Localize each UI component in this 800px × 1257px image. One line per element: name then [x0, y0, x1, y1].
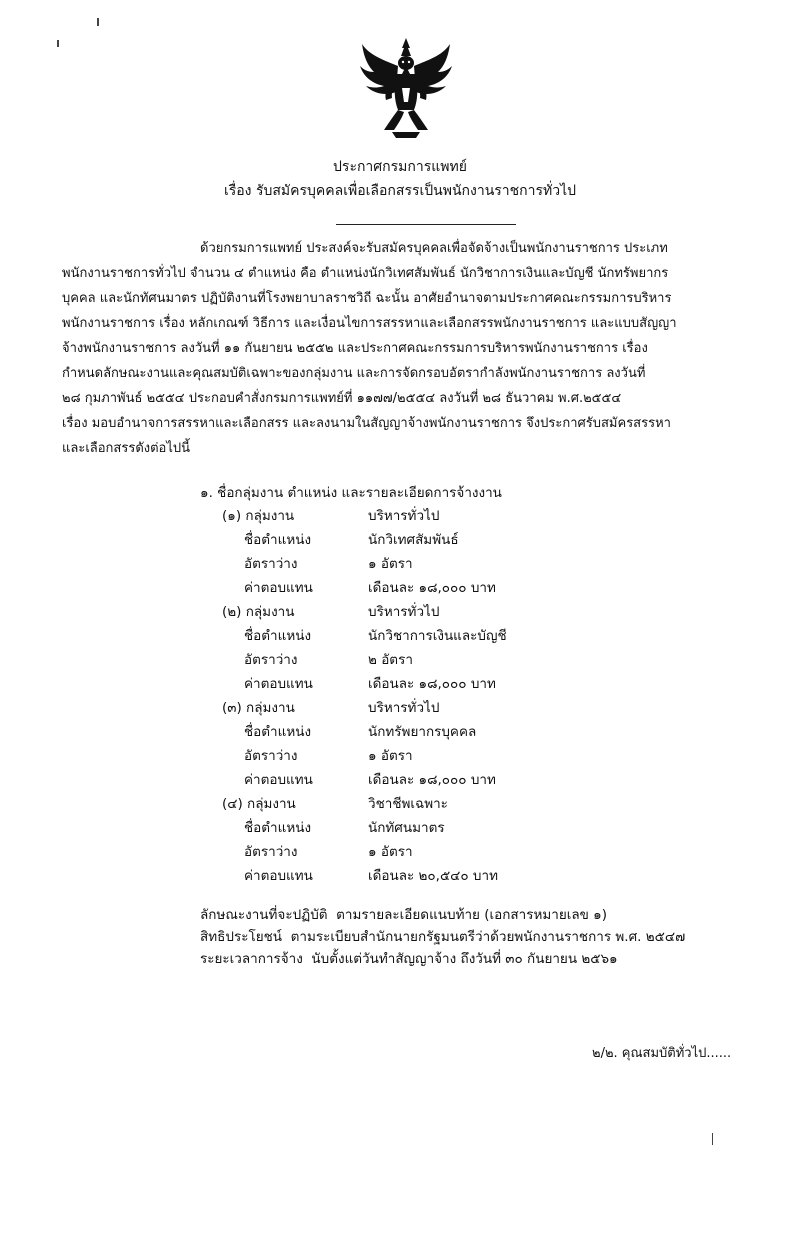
vacancy-label: อัตราว่าง	[244, 748, 298, 764]
pay-row	[222, 576, 642, 600]
vacancy-value: ๑ อัตรา	[368, 556, 413, 572]
work-nature-value: ตามรายละเอียดแนบท้าย (เอกสารหมายเลข ๑)	[336, 907, 608, 923]
position-row	[222, 816, 642, 840]
group-row	[222, 792, 642, 816]
pay-value: เดือนละ ๑๘,๐๐๐ บาท	[368, 580, 496, 596]
vacancy-value: ๑ อัตรา	[368, 748, 413, 764]
intro-paragraph	[62, 236, 720, 461]
intro-line: กำหนดลักษณะงานและคุณสมบัติเฉพาะของกลุ่มงาน และการจัดกรอบอัตรากำลังพนักงานราชการ ลงวันที่	[62, 366, 646, 381]
scan-mark	[57, 40, 59, 47]
benefits-value: ตามระเบียบสำนักนายกรัฐมนตรีว่าด้วยพนักงานราชการ พ.ศ. ๒๕๔๗	[290, 929, 686, 945]
intro-line: พนักงานราชการ เรื่อง หลักเกณฑ์ วิธีการ และเงื่อนไขการสรรหาและเลือกสรรพนักงานราชการ และแบบสัญญา	[62, 316, 677, 331]
vacancy-label: อัตราว่าง	[244, 652, 298, 668]
vacancy-row	[222, 648, 642, 672]
period-value: นับตั้งแต่วันทำสัญญาจ้าง ถึงวันที่ ๓๐ กันยายน ๒๕๖๑	[311, 951, 618, 967]
vacancy-row	[222, 744, 642, 768]
employment-period-line	[200, 948, 618, 970]
position-value: นักทรัพยากรบุคคล	[368, 724, 477, 740]
vacancy-row	[222, 840, 642, 864]
pay-value: เดือนละ ๑๘,๐๐๐ บาท	[368, 676, 496, 692]
intro-line: บุคคล และนักทัศนมาตร ปฏิบัติงานที่โรงพยาบาลราชวิถี ฉะนั้น อาศัยอำนาจตามประกาศคณะกรรมการบริหาร	[62, 291, 672, 306]
intro-line: จ้างพนักงานราชการ ลงวันที่ ๑๑ กันยายน ๒๕๕๒ และประกาศคณะกรรมการบริหารพนักงานราชการ เรื่อง	[62, 341, 648, 356]
vacancy-label: อัตราว่าง	[244, 844, 298, 860]
announcement-subject: เรื่อง รับสมัครบุคคลเพื่อเลือกสรรเป็นพนักงานราชการทั่วไป	[223, 183, 577, 199]
period-label: ระยะเวลาการจ้าง	[200, 951, 303, 967]
vacancy-row	[222, 552, 642, 576]
pay-label: ค่าตอบแทน	[244, 868, 313, 884]
job-group-3	[222, 696, 642, 792]
position-value: นักวิชาการเงินและบัญชี	[368, 628, 507, 644]
group-row	[222, 696, 642, 720]
pay-value: เดือนละ ๒๐,๕๔๐ บาท	[368, 868, 498, 884]
continuation-note: ๒/๒. คุณสมบัติทั่วไป......	[592, 1046, 732, 1061]
benefits-line	[200, 926, 685, 948]
job-group-2	[222, 600, 642, 696]
position-row	[222, 624, 642, 648]
work-nature-line	[200, 904, 607, 926]
intro-line: และเลือกสรรดังต่อไปนี้	[62, 441, 191, 456]
job-group-4	[222, 792, 642, 888]
group-label: (๔) กลุ่มงาน	[222, 796, 296, 812]
group-row	[222, 504, 642, 528]
position-row	[222, 528, 642, 552]
pay-label: ค่าตอบแทน	[244, 772, 313, 788]
section-1-title: ๑. ชื่อกลุ่มงาน ตำแหน่ง และรายละเอียดการจ้างงาน	[200, 485, 502, 501]
vacancy-value: ๑ อัตรา	[368, 844, 413, 860]
group-value: บริหารทั่วไป	[368, 700, 440, 716]
position-label: ชื่อตำแหน่ง	[244, 532, 312, 548]
group-label: (๒) กลุ่มงาน	[222, 604, 295, 620]
announcement-title: ประกาศกรมการแพทย์	[333, 159, 467, 175]
pay-row	[222, 672, 642, 696]
position-label: ชื่อตำแหน่ง	[244, 628, 312, 644]
position-label: ชื่อตำแหน่ง	[244, 820, 312, 836]
vacancy-value: ๒ อัตรา	[368, 652, 413, 668]
position-row	[222, 720, 642, 744]
vacancy-label: อัตราว่าง	[244, 556, 298, 572]
group-label: (๑) กลุ่มงาน	[222, 508, 295, 524]
garuda-emblem-icon	[358, 36, 454, 140]
group-value: บริหารทั่วไป	[368, 604, 440, 620]
scan-mark	[712, 1133, 713, 1145]
group-label: (๓) กลุ่มงาน	[222, 700, 295, 716]
intro-line: ด้วยกรมการแพทย์ ประสงค์จะรับสมัครบุคคลเพื่อจัดจ้างเป็นพนักงานราชการ ประเภท	[200, 241, 668, 256]
group-row	[222, 600, 642, 624]
scan-mark	[97, 18, 99, 26]
intro-line: ๒๘ กุมภาพันธ์ ๒๕๕๔ ประกอบคำสั่งกรมการแพทย์ที่ ๑๑๗๗/๒๕๕๔ ลงวันที่ ๒๘ ธันวาคม พ.ศ.๒๕๕๔	[62, 391, 622, 406]
group-value: วิชาชีพเฉพาะ	[368, 796, 448, 812]
position-value: นักทัศนมาตร	[368, 820, 445, 836]
intro-line: เรื่อง มอบอำนาจการสรรหาและเลือกสรร และลงนามในสัญญาจ้างพนักงานราชการ จึงประกาศรับสมัครสรรหา	[62, 416, 671, 431]
pay-row	[222, 864, 642, 888]
position-label: ชื่อตำแหน่ง	[244, 724, 312, 740]
title-divider	[336, 224, 516, 225]
pay-row	[222, 768, 642, 792]
job-group-1	[222, 504, 642, 600]
position-value: นักวิเทศสัมพันธ์	[368, 532, 459, 548]
group-value: บริหารทั่วไป	[368, 508, 440, 524]
benefits-label: สิทธิประโยชน์	[200, 929, 283, 945]
pay-label: ค่าตอบแทน	[244, 580, 313, 596]
pay-value: เดือนละ ๑๘,๐๐๐ บาท	[368, 772, 496, 788]
pay-label: ค่าตอบแทน	[244, 676, 313, 692]
work-nature-label: ลักษณะงานที่จะปฏิบัติ	[200, 907, 328, 923]
intro-line: พนักงานราชการทั่วไป จำนวน ๔ ตำแหน่ง คือ ตำแหน่งนักวิเทศสัมพันธ์ นักวิชาการเงินและบัญชี นักทรัพยากร	[62, 266, 669, 281]
